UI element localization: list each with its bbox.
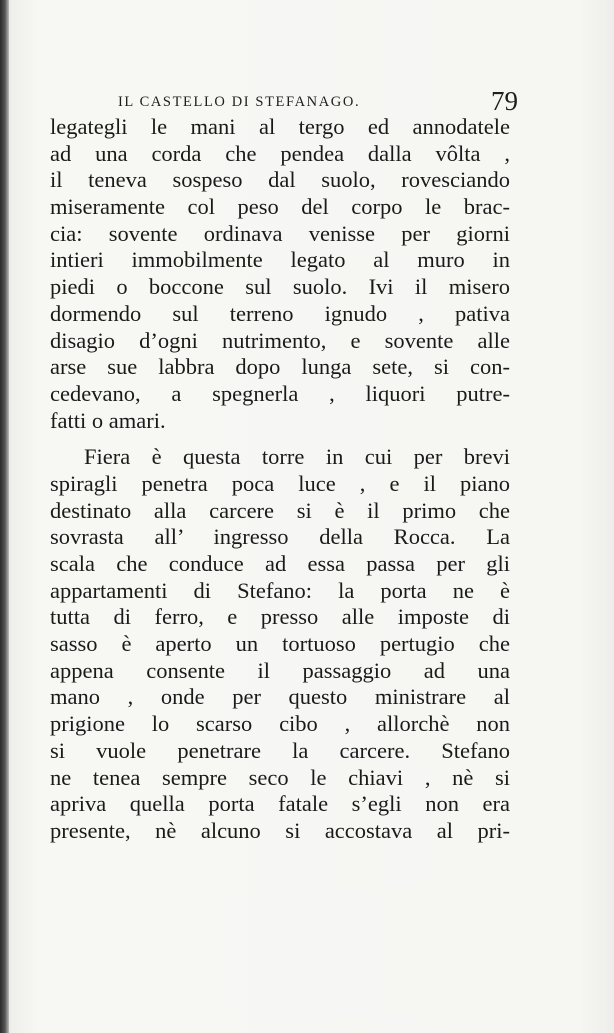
text-line: dormendo sul terreno ignudo , pativa [50, 300, 510, 326]
text-line: cedevano, a spegnerla , liquori putre- [50, 380, 510, 406]
text-line: si vuole penetrare la carcere. Stefano [50, 737, 510, 763]
text-line: cia: sovente ordinava venisse per giorni [50, 220, 510, 246]
text-line: presente, nè alcuno si accostava al pri- [50, 817, 510, 843]
body-text [50, 114, 510, 845]
paragraph-2 [50, 444, 510, 844]
text-line: il teneva sospeso dal suolo, rovesciando [50, 167, 510, 193]
text-line: destinato alla carcere si è il primo che [50, 497, 510, 523]
book-spine-edge [0, 0, 9, 1033]
text-line: legategli le mani al tergo ed annodatele [50, 114, 510, 139]
text-line: ad una corda che pendea dalla vôlta , [50, 140, 510, 166]
text-line: scala che conduce ad essa passa per gli [50, 551, 510, 576]
paragraph-1 [50, 114, 510, 434]
text-line: fatti o amari. [50, 407, 166, 433]
text-line: arse sue labbra dopo lunga sete, si con- [50, 354, 510, 380]
text-line: Fiera è questa torre in cui per brevi [84, 444, 510, 470]
text-line: sasso è aperto un tortuoso pertugio che [50, 631, 510, 657]
text-line: tutta di ferro, e presso alle imposte di [50, 604, 510, 630]
page-header [118, 86, 518, 116]
text-line: appena consente il passaggio ad una [50, 657, 510, 683]
text-line: ne tenea sempre seco le chiavi , nè si [50, 764, 510, 790]
text-line: piedi o boccone sul suolo. Ivi il misero [50, 274, 510, 300]
running-title: IL CASTELLO DI STEFANAGO. [118, 94, 361, 110]
text-line: spiragli penetra poca luce , e il piano [50, 470, 510, 496]
text-line: appartamenti di Stefano: la porta ne è [50, 577, 510, 603]
text-line: prigione lo scarso cibo , allorchè non [50, 711, 510, 737]
page-number: 79 [491, 86, 518, 116]
text-line: mano , onde per questo ministrare al [50, 684, 510, 710]
text-line: apriva quella porta fatale s’egli non era [50, 791, 510, 817]
text-line: sovrasta all’ ingresso della Rocca. La [50, 524, 510, 550]
text-line: disagio d’ogni nutrimento, e sovente alle [50, 327, 510, 353]
text-line: miseramente col peso del corpo le brac- [50, 194, 510, 220]
text-line: intieri immobilmente legato al muro in [50, 247, 510, 273]
